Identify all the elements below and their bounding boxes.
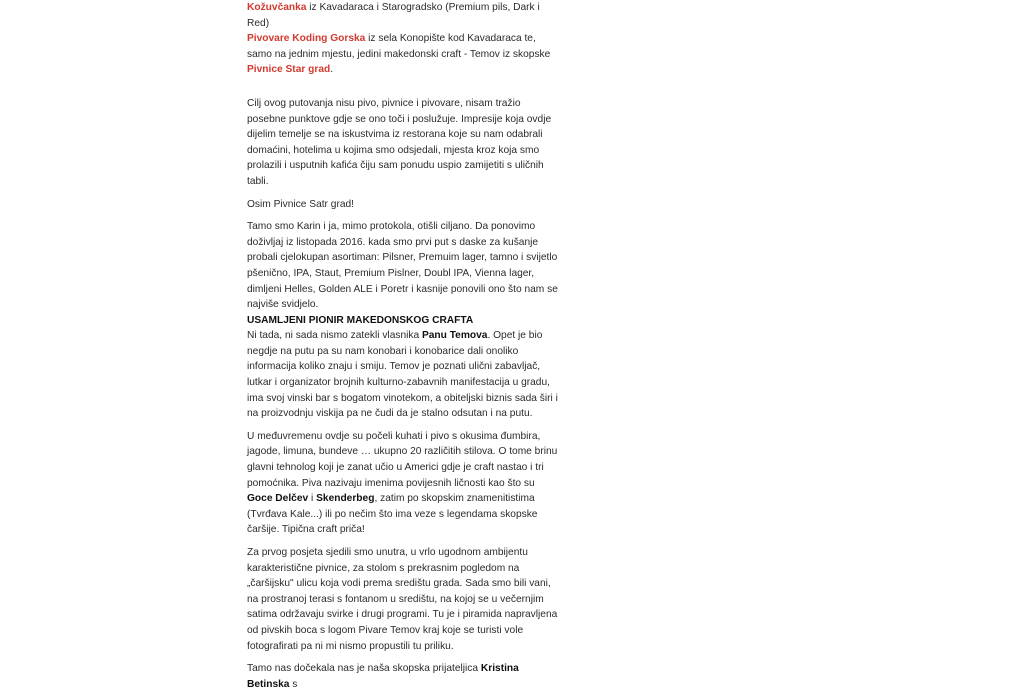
link-kozuvcanka[interactable]: Kožuvčanka: [247, 2, 307, 13]
link-pivovare-koding-gorska[interactable]: Pivovare Koding Gorska: [247, 33, 366, 45]
paragraph-trip-goal: Cilj ovog putovanja nisu pivo, pivnice i pivovare, nisam tražio posebne punktove gdje se ono toči i poslužuje. Impresije koja ovdje dijelim temelje se na iskustvima iz restorana koje su nam odabrali domaćini, hotelima u kojima smo odsjedali, mjesta kroz koja smo prolazili i usputnih kafića čiju sam ponudu uspio zamijetiti s uličnih tabli.: [247, 97, 552, 187]
text: i: [308, 493, 317, 505]
paragraph-exception: Osim Pivnice Satr grad!: [247, 198, 355, 210]
paragraph-owner: [247, 328, 559, 422]
paragraph-styles: [247, 429, 559, 538]
text: iz sela Konopište kod Kavadaraca te, samo na jednim mjestu, jedini makedonski craft - Temov iz skopske: [247, 33, 551, 60]
paragraph-first-visit: Za prvog posjeta sjedili smo unutra, u vrlo ugodnom ambijentu karakteristične pivnice, za stolom s prekrasnim pogledom na „čaršijsku" ulicu koja vodi prema središtu grada. Sada smo bili vani, na prostranoj terasi s fontanom u središtu, na kojoj se u večernjim satima održavaju svirke i drugi programi. Tu je i piramida napravljena od pivskih boca s logom Pivare Temov kraj koje se turisti vole fotografirati pa ni mi nismo propustili tu priliku.: [247, 547, 558, 652]
text: . Opet je bio negdje na putu pa su nam konobari i konobarice dali onoliko informacija koliko znaju i smiju. Temov je poznati ulični zabavljač, lutkar i organizator brojnih kulturno-zabavnih manifestacija u gradu, ima svoj vinski bar s bogatom vinotekom, a obiteljski biznis sada širi i na proizvodnju viskija pa ne čudi da je stalno odsutan i na putu.: [247, 330, 558, 420]
paragraph-tasting: Tamo smo Karin i ja, mimo protokola, otišli ciljano. Da ponovimo doživljaj iz listopada 2016. kada smo prvi put s daske za kušanje probali cjelokupan asortiman: Pilsner, Premuim lager, tamno i svijetlo pšenično, IPA, Staut, Premium Pislner, Doubl IPA, Vienna lager, dimljeni Helles, Golden ALE i Poretr i kasnije ponovili ono što nam se najviše svidjelo.: [247, 221, 558, 311]
name-panu-temova: Panu Temova: [421, 330, 488, 342]
section-heading: USAMLJENI PIONIR MAKEDONSKOG CRAFTA: [247, 314, 474, 326]
paragraph-friend: [247, 661, 559, 692]
article-body: [247, 0, 559, 699]
text: , zatim po skopskim znamenitistima (Tvrđava Kale...) ili po nečim što ima veze s legendama skopske čaršije. Tipična craft priča!: [247, 493, 538, 536]
name-kristina-betinska: Kristina Betinska: [247, 663, 519, 690]
paragraph-beer-list: [247, 0, 559, 78]
link-pivnice-star-grad[interactable]: Pivnice Star grad: [247, 64, 331, 76]
name-goce-delcev: Goce Delčev: [247, 493, 309, 505]
text: .: [330, 64, 334, 76]
text: Ni tada, ni sada nismo zatekli vlasnika: [247, 330, 422, 342]
name-skenderbeg: Skenderbeg: [316, 493, 375, 505]
text: Tamo nas dočekala nas je naša skopska prijateljica: [247, 663, 481, 675]
text: s: [289, 678, 298, 690]
text: U međuvremenu ovdje su počeli kuhati i pivo s okusima đumbira, jagode, limuna, bundeve … ukupno 20 različitih stilova. O tome brinu glavni tehnolog koji je zanat učio u Americi gdje je craft nastao i tri pomoćnika. Piva nazivaju imenima povijesnih ličnosti kao što su: [247, 430, 558, 489]
text: iz Kavadaraca i Starogradsko (Premium pils, Dark i Red): [247, 2, 540, 29]
